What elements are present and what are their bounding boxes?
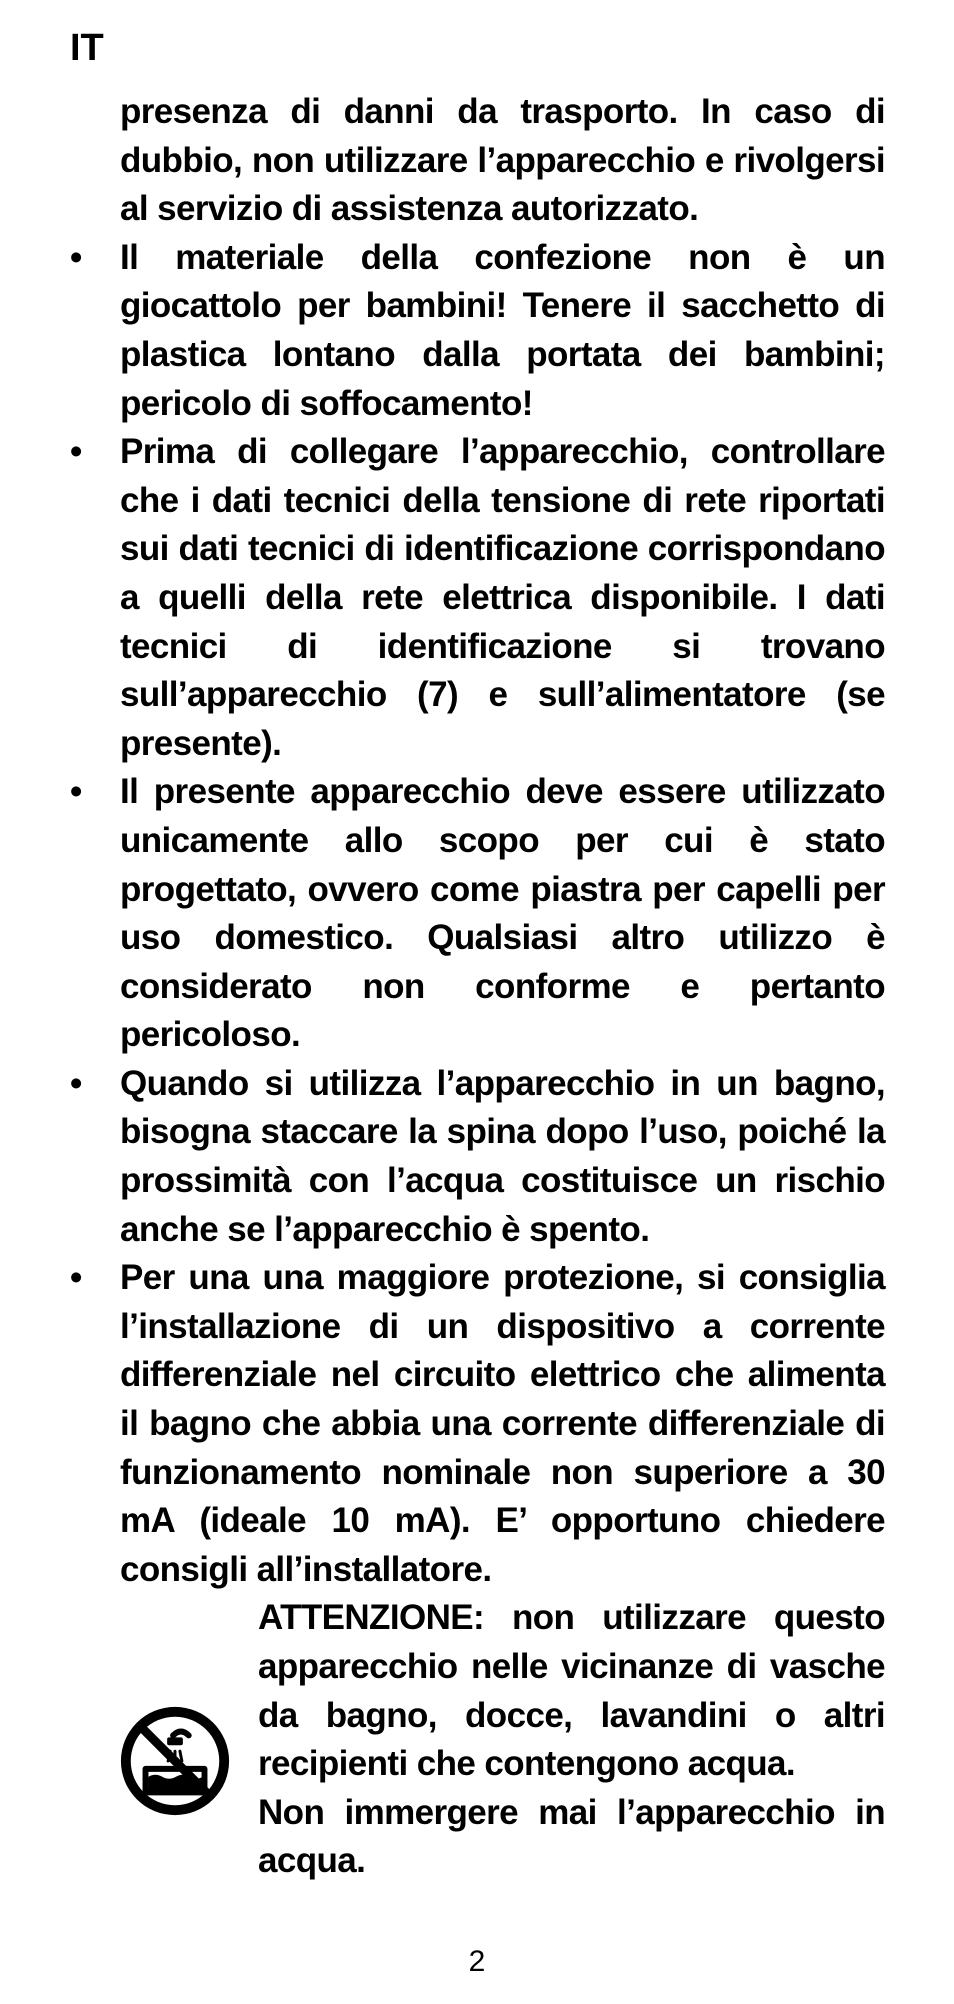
bullet-item [70, 428, 885, 768]
bullet-item [70, 1060, 885, 1254]
language-code: IT [70, 27, 104, 69]
bullet-text: Il presente apparecchio deve essere utilizzato unicamente allo scopo per cui è stato progettato, ovvero come piastra per capelli per uso domestico. Qualsiasi altro utilizzo è considerato non conforme e pertanto pericoloso. [120, 772, 885, 1055]
warning-text: ATTENZIONE: non utilizzare questo apparecchio nelle vicinanze di vasche da bagno, docce, lavandini o altri recipienti che contengono acqua. [258, 1598, 885, 1784]
intro-paragraph: presenza di danni da trasporto. In caso di dubbio, non utilizzare l’apparecchio e rivolgersi al servizio di assistenza autorizzato. [120, 92, 885, 229]
bullet-dot: • [70, 237, 82, 277]
bullet-dot: • [70, 1258, 82, 1298]
page-number: 2 [468, 1945, 486, 1978]
bullet-dot: • [70, 432, 82, 472]
bullet-item [70, 234, 885, 428]
safety-bullet-list [70, 234, 885, 1595]
warning-text-immersion: Non immergere mai l’apparecchio in acqua. [258, 1792, 885, 1881]
bullet-item [70, 1254, 885, 1594]
bullet-text: Per una una maggiore protezione, si consiglia l’installazione di un dispositivo a corrente differenziale nel circuito elettrico che alimenta il bagno che abbia una corrente differenziale di funzionamento nominale non superiore a 30 mA (ideale 10 mA). E’ opportuno chiedere consigli all’installatore. [120, 1258, 885, 1589]
no-water-bath-icon [116, 1702, 234, 1820]
manual-body [70, 88, 885, 1886]
bullet-text: Prima di collegare l’apparecchio, controllare che i dati tecnici della tensione di rete riportati sui dati tecnici di identificazione corrispondano a quelli della rete elettrica disponibile. I dati tecnici di identificazione si trovano sull’apparecchio (7) e sull’alimentatore (se presente). [120, 432, 885, 763]
bullet-dot: • [70, 772, 82, 812]
bullet-text: Quando si utilizza l’apparecchio in un bagno, bisogna staccare la spina dopo l’uso, poiché la prossimità con l’acqua costituisce un rischio anche se l’apparecchio è spento. [120, 1063, 885, 1249]
bullet-dot: • [70, 1063, 82, 1103]
bullet-text: Il materiale della confezione non è un giocattolo per bambini! Tenere il sacchetto di plastica lontano dalla portata dei bambini; pericolo di soffocamento! [120, 237, 885, 423]
bullet-item [70, 768, 885, 1060]
warning-block [120, 1594, 885, 1886]
